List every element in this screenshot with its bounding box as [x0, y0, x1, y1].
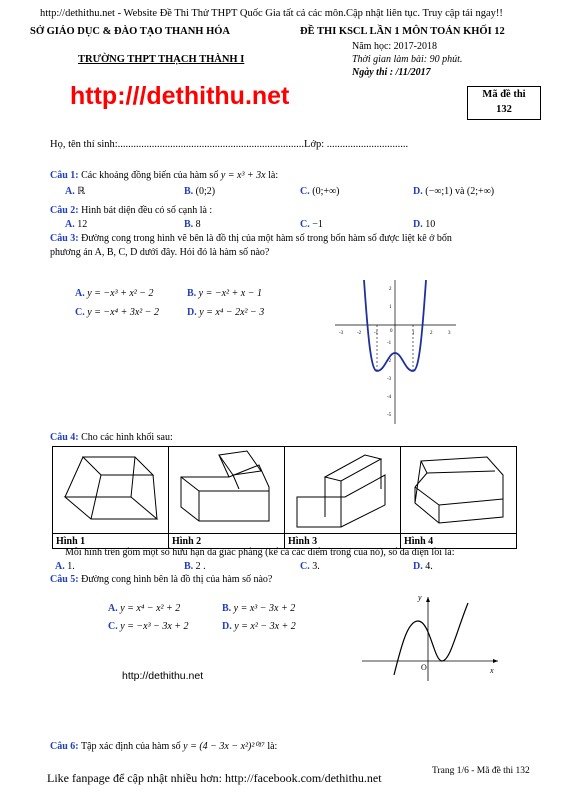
answer-text: 4.: [425, 561, 433, 572]
answer-letter: B.: [184, 219, 194, 230]
q5-answer-b[interactable]: [222, 603, 295, 614]
answer-text: y = −x⁴ + 3x² − 2: [87, 307, 160, 318]
answer-text: 12: [77, 219, 88, 230]
solid-caption: Hình 3: [285, 534, 401, 549]
question-3-graph: [330, 278, 460, 426]
dethithu-link[interactable]: http://dethithu.net: [122, 670, 204, 682]
tick-label: -3: [387, 377, 392, 382]
tick-label: -1: [387, 341, 392, 346]
answer-letter: B.: [187, 288, 197, 299]
answer-letter: C.: [108, 621, 118, 632]
tick-label: 1: [389, 305, 392, 310]
solid-4-figure: [401, 447, 516, 530]
q1-answer-c[interactable]: [300, 186, 339, 197]
x-axis-arrow: [493, 659, 498, 663]
question-text: Các khoảng đồng biến của hàm số: [81, 170, 219, 181]
solid-cell-1: [53, 447, 169, 534]
school-name: TRƯỜNG THPT THẠCH THÀNH I: [78, 54, 245, 65]
q2-answer-a[interactable]: [65, 219, 87, 230]
q5-answer-a[interactable]: [108, 603, 180, 614]
exam-code-value: 132: [496, 104, 512, 115]
exam-code-label: Mã đề thi: [482, 89, 526, 100]
answer-text: y = x⁴ − x² + 2: [120, 603, 181, 614]
question-label: Câu 6:: [50, 741, 79, 752]
tick-label: -2: [387, 359, 392, 364]
answer-letter: A.: [65, 219, 75, 230]
question-suffix: là:: [267, 741, 278, 752]
question-text: Cho các hình khối sau:: [81, 432, 173, 443]
exam-code-box: [467, 86, 541, 120]
q3-answer-a[interactable]: [75, 288, 154, 299]
exam-year: Năm học: 2017-2018: [352, 41, 437, 52]
y-axis-label: y: [418, 593, 422, 602]
q3-answer-d[interactable]: [187, 307, 264, 318]
answer-letter: C.: [300, 219, 310, 230]
q3-answer-b[interactable]: [187, 288, 262, 299]
answer-text: (−∞;1) và (2;+∞): [425, 186, 495, 197]
footer-fanpage[interactable]: Like fanpage để cập nhật nhiều hơn: http://facebook.com/dethithu.net: [47, 771, 382, 785]
question-label: Câu 1:: [50, 170, 79, 181]
department-name: SỞ GIÁO DỤC & ĐÀO TẠO THANH HÓA: [30, 26, 231, 37]
answer-letter: A.: [75, 288, 85, 299]
solid-cell-2: [169, 447, 285, 534]
answer-letter: D.: [413, 219, 423, 230]
top-banner: http://dethithu.net - Website Đề Thi Thử THPT Quốc Gia tất cả các môn.Cập nhật liên tục. Truy cập tải ngay!!: [40, 8, 503, 19]
question-text: Đường cong trong hình vẽ bên là đồ thị của một hàm số trong bốn hàm số được liệt kê ở bốn: [81, 233, 452, 244]
answer-text: y = x³ − 3x + 2: [233, 603, 296, 614]
tick-label: -1: [374, 331, 379, 336]
answer-text: y = −x² + x − 1: [198, 288, 262, 299]
solid-3-figure: [285, 447, 400, 530]
answer-letter: B.: [184, 186, 194, 197]
question-5: [50, 574, 272, 585]
origin-label: 0: [390, 329, 393, 334]
solid-1-figure: [53, 447, 168, 530]
question-label: Câu 3:: [50, 233, 79, 244]
exam-duration: Thời gian làm bài: 90 phút.: [352, 54, 463, 65]
answer-letter: A.: [108, 603, 118, 614]
exam-info: [352, 40, 462, 79]
q2-answer-c[interactable]: [300, 219, 323, 230]
question-6: [50, 741, 277, 752]
answer-text: −1: [312, 219, 323, 230]
footer-page-number: Trang 1/6 - Mã đề thi 132: [432, 766, 530, 776]
q4-answer-a[interactable]: [55, 561, 75, 572]
answer-letter: A.: [55, 561, 65, 572]
question-text: Hình bát diện đều có số cạnh là :: [81, 205, 213, 216]
function-curve: [394, 603, 468, 675]
question-label: Câu 2:: [50, 205, 79, 216]
question-label: Câu 4:: [50, 432, 79, 443]
q1-answer-d[interactable]: [413, 186, 494, 197]
question-suffix: là:: [268, 170, 279, 181]
tick-label: 3: [448, 331, 451, 336]
solid-caption: Hình 4: [401, 534, 517, 549]
y-axis-arrow: [426, 597, 430, 602]
question-1: [50, 170, 278, 181]
answer-text: ℝ: [77, 186, 86, 197]
answer-letter: B.: [222, 603, 232, 614]
solids-table: [52, 446, 517, 549]
answer-letter: A.: [65, 186, 75, 197]
student-info-line: Họ, tên thí sinh:.......................................................................Lớp: ...............................: [50, 139, 409, 150]
answer-text: 1.: [67, 561, 75, 572]
solid-cell-4: [401, 447, 517, 534]
x-axis-label: x: [490, 666, 494, 675]
origin-label: O: [421, 663, 427, 672]
q4-answer-d[interactable]: [413, 561, 433, 572]
q1-answer-b[interactable]: [184, 186, 215, 197]
question-4-line2: Mỗi hình trên gồm một số hữu hạn đa giác phẳng (kể cả các điểm trong của nó), số đa diện lồi là:: [65, 547, 455, 558]
answer-letter: D.: [413, 561, 423, 572]
solid-caption: Hình 1: [53, 534, 169, 549]
tick-label: -4: [387, 395, 392, 400]
answer-letter: D.: [222, 621, 232, 632]
answer-text: 8: [195, 219, 201, 230]
solid-cell-3: [285, 447, 401, 534]
answer-text: 10: [425, 219, 436, 230]
q5-answer-d[interactable]: [222, 621, 296, 632]
tick-label: -5: [387, 413, 392, 418]
answer-text: (0;2): [195, 186, 216, 197]
question-label: Câu 5:: [50, 574, 79, 585]
answer-text: 2 .: [195, 561, 206, 572]
answer-letter: D.: [187, 307, 197, 318]
answer-text: y = x⁴ − 2x² − 3: [199, 307, 265, 318]
tick-label: 2: [389, 287, 392, 292]
tick-label: 1: [412, 331, 415, 336]
question-text: Tập xác định của hàm số: [80, 741, 181, 752]
q4-answer-c[interactable]: [300, 561, 320, 572]
answer-text: (0;+∞): [312, 186, 340, 197]
tick-label: -2: [357, 331, 362, 336]
answer-letter: C.: [300, 561, 310, 572]
site-logo-link[interactable]: http:///dethithu.net: [70, 82, 290, 110]
answer-letter: C.: [75, 307, 85, 318]
solid-caption: Hình 2: [169, 534, 285, 549]
tick-label: 2: [430, 331, 433, 336]
answer-text: y = −x³ − 3x + 2: [120, 621, 189, 632]
q2-answer-b[interactable]: [184, 219, 201, 230]
question-3: [50, 233, 520, 244]
question-text: Đường cong hình bên là đồ thị của hàm số nào?: [81, 574, 273, 585]
answer-letter: B.: [184, 561, 194, 572]
question-5-graph: [360, 593, 500, 683]
question-4: [50, 432, 173, 443]
solid-2-figure: [169, 447, 284, 530]
answer-letter: D.: [413, 186, 423, 197]
answer-text: y = x² − 3x + 2: [234, 621, 296, 632]
exam-date: Ngày thi : /11/2017: [352, 67, 431, 78]
question-formula: y = (4 − 3x − x²)²⁰¹⁷: [183, 741, 265, 752]
q3-answer-c[interactable]: [75, 307, 159, 318]
question-2: [50, 205, 212, 216]
exam-title: ĐỀ THI KSCL LẦN 1 MÔN TOÁN KHỐI 12: [300, 26, 505, 37]
q2-answer-d[interactable]: [413, 219, 435, 230]
q4-answer-b[interactable]: [184, 561, 206, 572]
question-3-line2: phương án A, B, C, D dưới đây. Hỏi đó là hàm số nào?: [50, 247, 270, 258]
question-formula: y = x³ + 3x: [220, 170, 266, 181]
answer-text: y = −x³ + x² − 2: [87, 288, 154, 299]
q1-answer-a[interactable]: [65, 186, 85, 197]
tick-label: -3: [339, 331, 344, 336]
q5-answer-c[interactable]: [108, 621, 189, 632]
answer-text: 3.: [312, 561, 320, 572]
answer-letter: C.: [300, 186, 310, 197]
